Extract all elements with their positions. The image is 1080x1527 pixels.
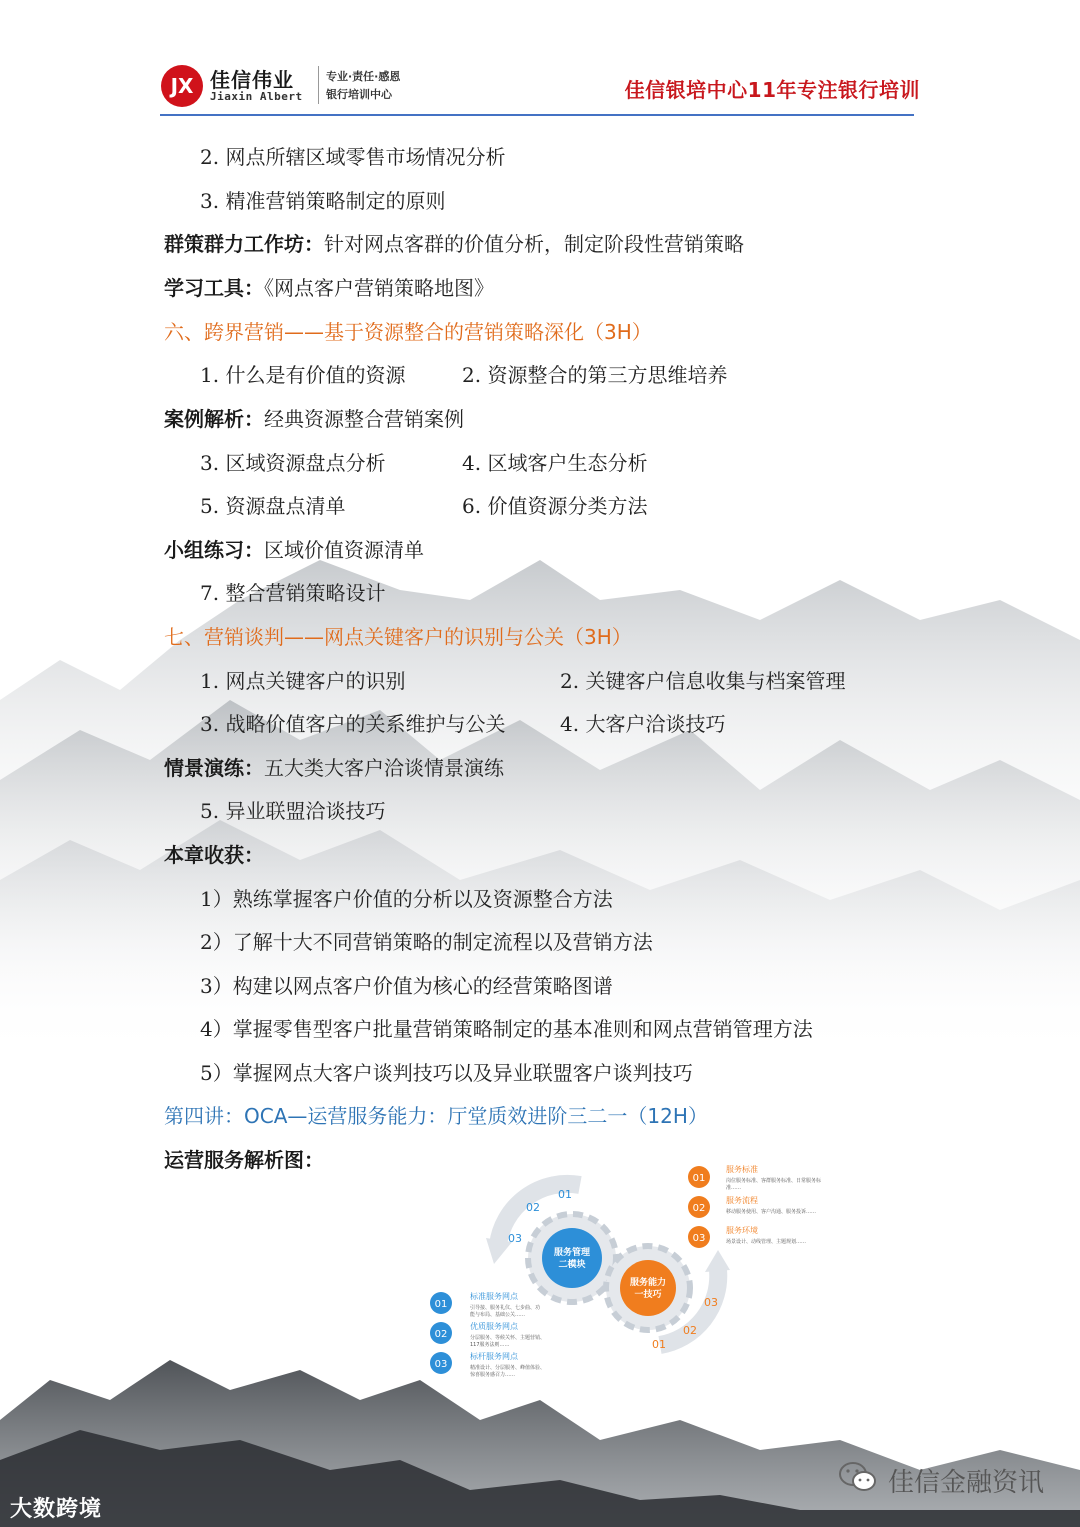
outline-item: 1. 什么是有价值的资源: [200, 363, 406, 387]
right-gear-label-1: 服务能力: [629, 1278, 667, 1288]
jx-logo-icon: [160, 64, 204, 108]
left-list-num-1: 01: [434, 1299, 448, 1310]
case-line: [164, 405, 464, 433]
left-list-title-2: 优质服务网点: [470, 1322, 518, 1331]
gain-item: 1）熟练掌握客户价值的分析以及资源整合方法: [200, 887, 613, 911]
tool-line: [164, 274, 494, 302]
left-list-num-3: 03: [434, 1359, 448, 1370]
right-gear-label-2: 一技巧: [634, 1290, 662, 1300]
right-list-num-1: 01: [692, 1173, 706, 1184]
exercise-label: 小组练习：: [164, 538, 264, 562]
roleplay-label: 情景演练：: [164, 756, 264, 780]
gain-item: 5）掌握网点大客户谈判技巧以及异业联盟客户谈判技巧: [200, 1061, 693, 1085]
right-list-title-2: 服务流程: [726, 1196, 758, 1205]
outline-item: 4. 区域客户生态分析: [462, 451, 648, 475]
wechat-icon: [838, 1460, 878, 1494]
right-list-num-3: 03: [692, 1233, 706, 1244]
left-list-title-3: 标杆服务网点: [470, 1352, 518, 1361]
brand-subtitle: 银行培训中心: [326, 88, 392, 101]
left-gear-label-1: 服务管理: [553, 1248, 591, 1258]
workshop-label: 群策群力工作坊：: [164, 232, 324, 256]
section-heading-6: 六、跨界营销——基于资源整合的营销策略深化（3H）: [164, 320, 652, 344]
workshop-line: [164, 230, 744, 258]
left-list-desc-2a: 分层服务、等候关怀、主题营销、: [470, 1335, 546, 1341]
watermark-right: 佳信金融资讯: [888, 1468, 1045, 1498]
right-list-title-1: 服务标准: [726, 1165, 758, 1174]
right-list-desc-3a: 场景设计、动线管理、主题规划……: [726, 1239, 807, 1245]
left-list-desc-1a: 引导接、服务礼仪、七步曲、功: [470, 1305, 541, 1311]
gain-item: 3）构建以网点客户价值为核心的经营策略图谱: [200, 974, 613, 998]
arc-right-label-1: 01: [652, 1338, 666, 1351]
page-header: [160, 58, 920, 118]
diagram-title: 运营服务解析图：: [164, 1148, 324, 1172]
operations-service-diagram: [420, 1160, 840, 1390]
chapter-gains-heading: 本章收获：: [164, 843, 264, 867]
outline-item: 1. 网点关键客户的识别: [200, 669, 406, 693]
right-list-title-3: 服务环境: [726, 1226, 758, 1235]
arc-right-label-3: 03: [704, 1296, 718, 1309]
watermark-left: 大数跨境: [10, 1497, 103, 1522]
right-list-num-2: 02: [692, 1203, 706, 1214]
exercise-line: [164, 536, 424, 564]
header-tagline: 佳信银培中心11年专注银行培训: [624, 78, 920, 102]
right-gear: [606, 1246, 690, 1330]
brand-slogan: 专业·责任·感恩: [326, 70, 401, 83]
header-divider: [318, 66, 319, 104]
left-gear: [528, 1214, 616, 1302]
arc-left-label-3: 03: [508, 1232, 522, 1245]
roleplay-text: 五大类大客户洽谈情景演练: [264, 756, 504, 780]
outline-item: 3. 区域资源盘点分析: [200, 451, 386, 475]
right-list-desc-1b: 准……: [726, 1185, 742, 1191]
svg-text:JX: JX: [170, 74, 194, 98]
lecture-4-heading: 第四讲：OCA—运营服务能力：厅堂质效进阶三二一（12H）: [164, 1104, 708, 1128]
right-list-desc-2a: 移动服务使用、客户沟通、服务投诉……: [726, 1209, 817, 1215]
left-gear-label-2: 二模块: [558, 1260, 586, 1270]
case-label: 案例解析：: [164, 407, 264, 431]
brand-name-cn: 佳信伟业: [210, 68, 294, 92]
left-list-num-2: 02: [434, 1329, 448, 1340]
left-list-desc-2b: 117服务法则……: [470, 1342, 510, 1348]
outline-item: 2. 网点所辖区域零售市场情况分析: [200, 145, 506, 169]
outline-item: 7. 整合营销策略设计: [200, 581, 386, 605]
brand-name-en: Jiaxin Albert: [210, 90, 303, 103]
left-list-title-1: 标准服务网点: [470, 1292, 518, 1301]
left-list-desc-1b: 能与布局、基础公关……: [470, 1312, 526, 1318]
outline-item: 2. 关键客户信息收集与档案管理: [560, 669, 846, 693]
left-list-desc-3b: 惊喜服务感召力……: [470, 1372, 516, 1378]
outline-item: 2. 资源整合的第三方思维培养: [462, 363, 728, 387]
left-list-desc-3a: 精准设计、分层服务、峰值体验、: [470, 1365, 546, 1371]
arc-left-label-1: 01: [558, 1188, 572, 1201]
case-text: 经典资源整合营销案例: [264, 407, 464, 431]
outline-item: 5. 资源盘点清单: [200, 494, 346, 518]
outline-item: 6. 价值资源分类方法: [462, 494, 648, 518]
gain-item: 4）掌握零售型客户批量营销策略制定的基本准则和网点营销管理方法: [200, 1017, 813, 1041]
tool-label: 学习工具：: [164, 276, 264, 300]
outline-item: 3. 精准营销策略制定的原则: [200, 189, 446, 213]
gain-item: 2）了解十大不同营销策略的制定流程以及营销方法: [200, 930, 653, 954]
outline-item: 3. 战略价值客户的关系维护与公关: [200, 712, 506, 736]
right-list-desc-1a: 岗位服务标准、客群服务标准、日常服务标: [726, 1178, 822, 1184]
outline-item: 4. 大客户洽谈技巧: [560, 712, 726, 736]
outline-item: 5. 异业联盟洽谈技巧: [200, 799, 386, 823]
roleplay-line: [164, 754, 504, 782]
workshop-text: 针对网点客群的价值分析，制定阶段性营销策略: [324, 232, 744, 256]
tool-text: 《网点客户营销策略地图》: [264, 276, 494, 300]
right-arc-arrowhead: [705, 1250, 730, 1272]
right-list: [688, 1164, 822, 1248]
left-list: [430, 1291, 545, 1378]
arc-left-label-2: 02: [526, 1201, 540, 1214]
exercise-text: 区域价值资源清单: [264, 538, 424, 562]
arc-right-label-2: 02: [683, 1324, 697, 1337]
header-rule: [160, 114, 914, 116]
section-heading-7: 七、营销谈判——网点关键客户的识别与公关（3H）: [164, 625, 632, 649]
